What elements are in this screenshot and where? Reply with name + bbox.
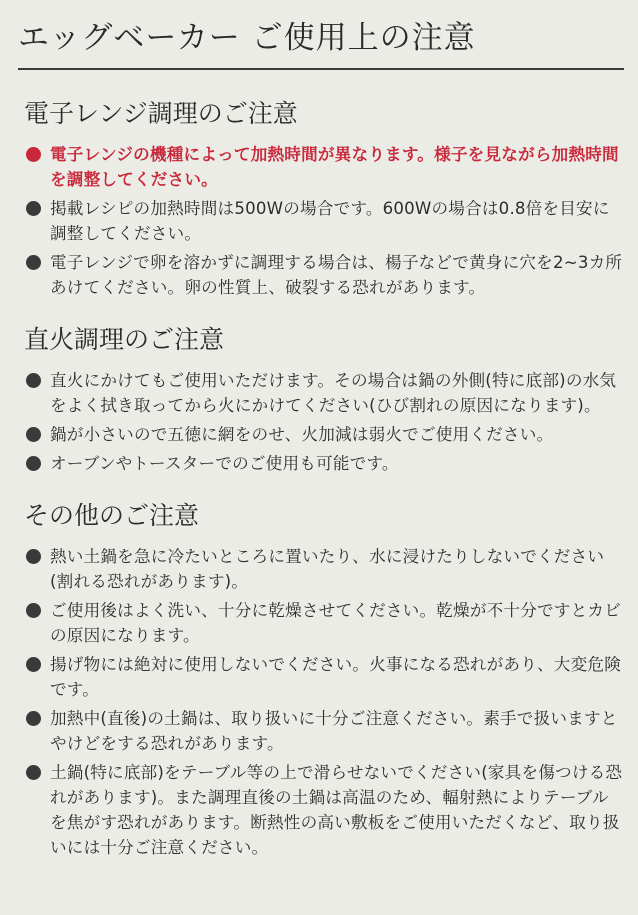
bullet-icon: [26, 201, 41, 216]
list-microwave: [18, 142, 624, 300]
section-heading-direct-fire: 直火調理のご注意: [24, 325, 225, 354]
list-item: [18, 760, 625, 860]
list-item-text: ご使用後はよく洗い、十分に乾燥させてください。乾燥が不十分ですとカビの原因になります。: [50, 601, 621, 645]
list-item: [18, 368, 625, 418]
list-item: [18, 422, 625, 447]
section-other: [18, 500, 624, 860]
list-direct-fire: [18, 368, 624, 476]
list-item-warning: [18, 142, 625, 192]
bullet-icon: [26, 427, 41, 442]
bullet-icon: [26, 255, 41, 270]
list-item: [18, 652, 625, 702]
bullet-icon: [26, 147, 41, 162]
bullet-icon: [26, 373, 41, 388]
list-item-text: 掲載レシピの加熱時間は500Wの場合です。600Wの場合は0.8倍を目安に調整してください。: [50, 199, 610, 243]
list-item: [18, 598, 625, 648]
list-item: [18, 451, 625, 476]
list-item-text: 加熱中(直後)の土鍋は、取り扱いに十分ご注意ください。素手で扱いますとやけどをする恐れがあります。: [50, 709, 618, 753]
page-title: エッグベーカー ご使用上の注意: [18, 20, 476, 56]
bullet-icon: [26, 603, 41, 618]
section-microwave: [18, 98, 624, 300]
section-heading-other: その他のご注意: [24, 501, 200, 530]
bullet-icon: [26, 765, 41, 780]
list-item-text: 直火にかけてもご使用いただけます。その場合は鍋の外側(特に底部)の水気をよく拭き取ってから火にかけてください(ひび割れの原因になります)。: [50, 371, 617, 415]
title-divider: [18, 68, 624, 70]
list-item-text: 熱い土鍋を急に冷たいところに置いたり、水に浸けたりしないでください(割れる恐れがあります)。: [50, 547, 605, 591]
list-item-text: 土鍋(特に底部)をテーブル等の上で滑らせないでください(家具を傷つける恐れがあります)。また調理直後の土鍋は高温のため、輻射熱によりテーブルを焦がす恐れがあります。断熱性の高い敷板をご使用いただくなど、取り扱いには十分ご注意ください。: [50, 763, 623, 857]
bullet-icon: [26, 657, 41, 672]
list-item: [18, 544, 625, 594]
list-item-text: 揚げ物には絶対に使用しないでください。火事になる恐れがあり、大変危険です。: [50, 655, 621, 699]
list-item: [18, 196, 625, 246]
list-item: [18, 250, 625, 300]
list-item-text: 鍋が小さいので五徳に網をのせ、火加減は弱火でご使用ください。: [50, 425, 554, 444]
list-item-text: 電子レンジの機種によって加熱時間が異なります。様子を見ながら加熱時間を調整してください。: [50, 145, 619, 189]
bullet-icon: [26, 456, 41, 471]
list-item: [18, 706, 625, 756]
section-heading-microwave: 電子レンジ調理のご注意: [24, 99, 298, 128]
bullet-icon: [26, 711, 41, 726]
list-item-text: 電子レンジで卵を溶かずに調理する場合は、楊子などで黄身に穴を2~3カ所あけてください。卵の性質上、破裂する恐れがあります。: [50, 253, 623, 297]
bullet-icon: [26, 549, 41, 564]
section-direct-fire: [18, 324, 624, 476]
list-other: [18, 544, 624, 860]
list-item-text: オーブンやトースターでのご使用も可能です。: [50, 454, 399, 473]
